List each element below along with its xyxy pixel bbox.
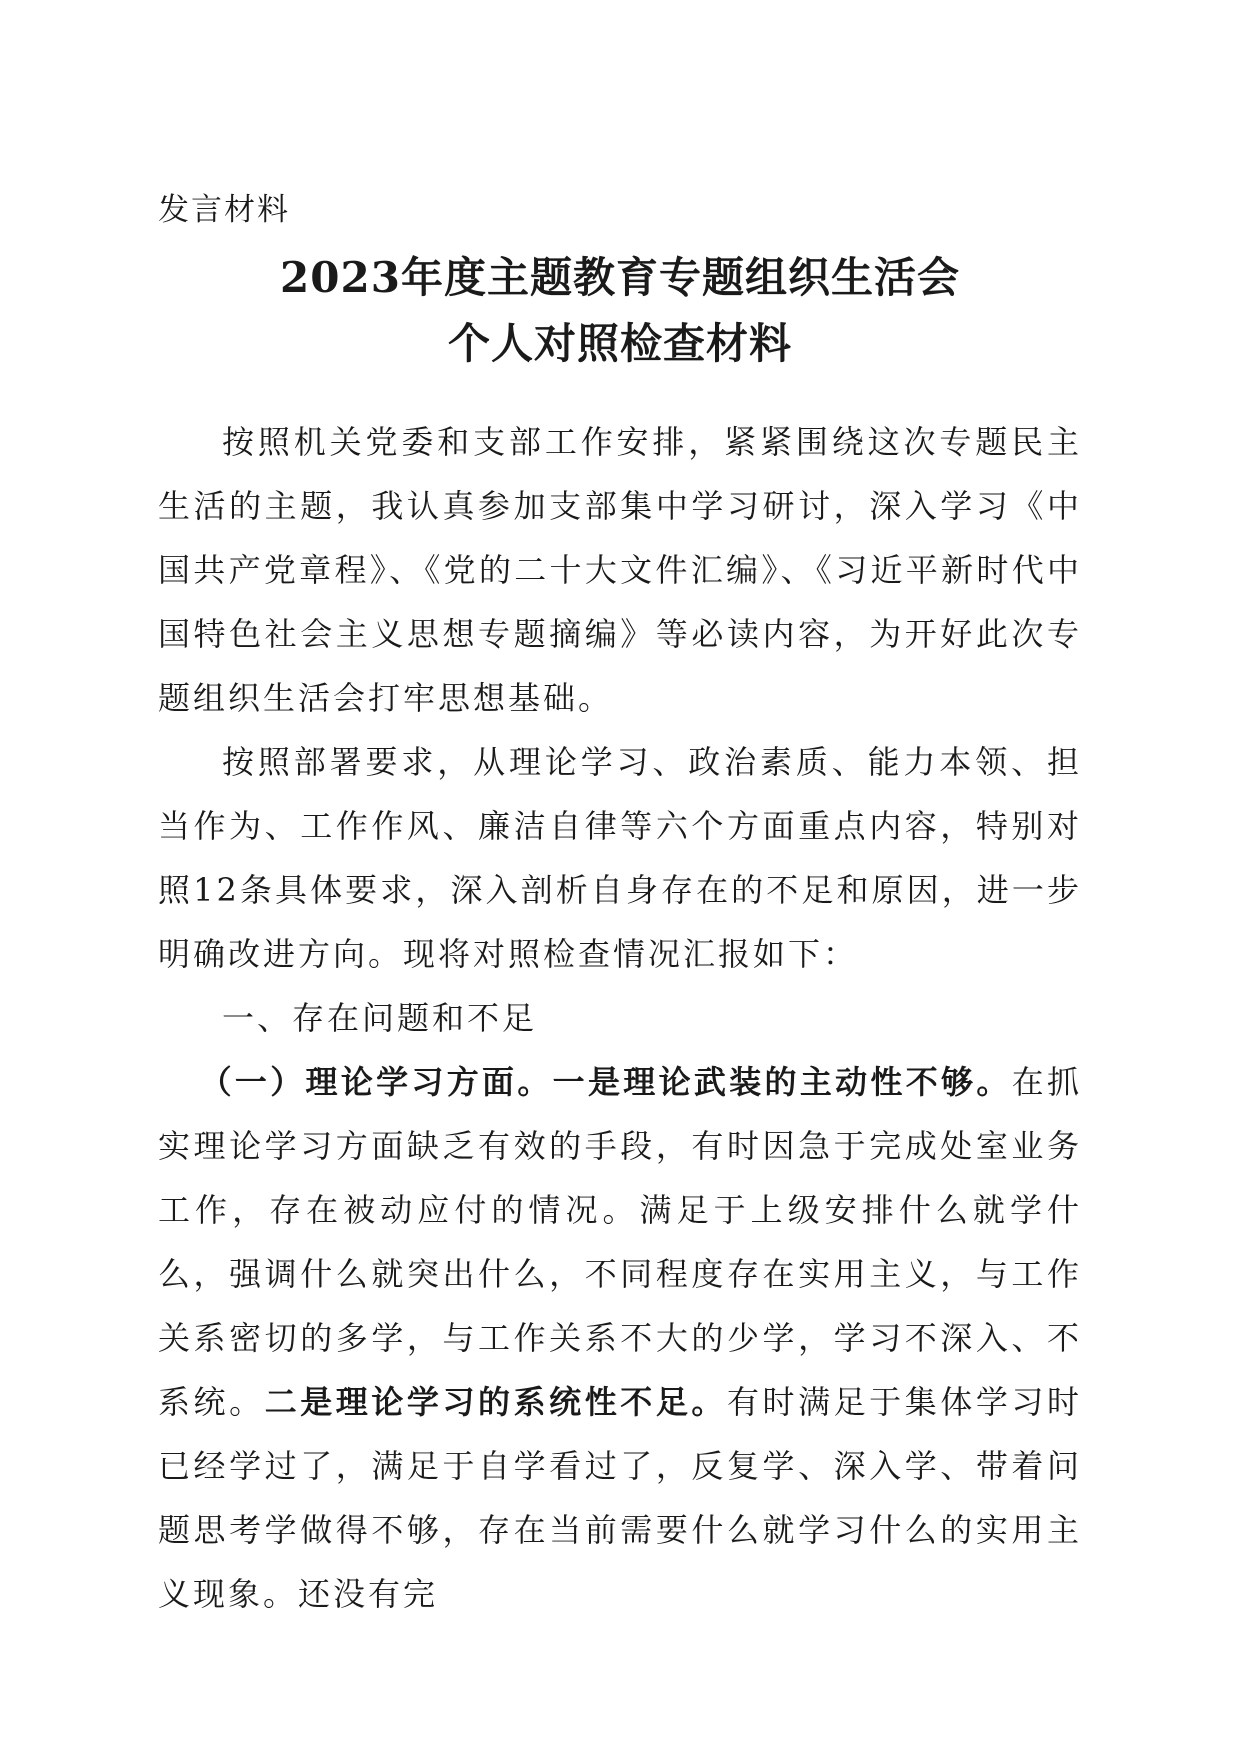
document-title-line-1: 2023年度主题教育专题组织生活会 <box>280 253 960 302</box>
point-two-title: 二是理论学习的系统性不足。 <box>264 1383 727 1421</box>
document-title-line-2: 个人对照检查材料 <box>447 319 792 368</box>
point-one-text: 在抓实理论学习方面缺乏有效的手段，有时因急于完成处室业务工作，存在被动应付的情况。满足于上级安排什么就学什么，强调什么就突出什么，不同程度存在实用主义，与工作关系密切的多学，与工作关系不大的少学，学习不深入、不系统。 <box>158 1063 1082 1421</box>
point-one-title: 一是理论武装的主动性不够。 <box>552 1063 1012 1101</box>
section-heading-problems: 一、存在问题和不足 <box>222 999 538 1037</box>
subsection-heading-theory-study: （一）理论学习方面。 <box>199 1063 553 1101</box>
paragraph-intro: 按照机关党委和支部工作安排，紧紧围绕这次专题民主生活的主题，我认真参加支部集中学习研讨，深入学习《中国共产党章程》、《党的二十大文件汇编》、《习近平新时代中国特色社会主义思想专题摘编》等必读内容，为开好此次专题组织生活会打牢思想基础。 <box>158 423 1082 717</box>
document-body <box>158 410 1082 1626</box>
paragraph-requirements: 按照部署要求，从理论学习、政治素质、能力本领、担当作为、工作作风、廉洁自律等六个方面重点内容，特别对照12条具体要求，深入剖析自身存在的不足和原因，进一步明确改进方向。现将对照检查情况汇报如下： <box>158 743 1082 973</box>
document-label: 发言材料 <box>158 192 290 228</box>
point-two-text: 有时满足于集体学习时已经学过了，满足于自学看过了，反复学、深入学、带着问题思考学做得不够，存在当前需要什么就学习什么的实用主义现象。还没有完 <box>158 1383 1082 1613</box>
subsection-theory-study <box>158 1050 1082 1626</box>
